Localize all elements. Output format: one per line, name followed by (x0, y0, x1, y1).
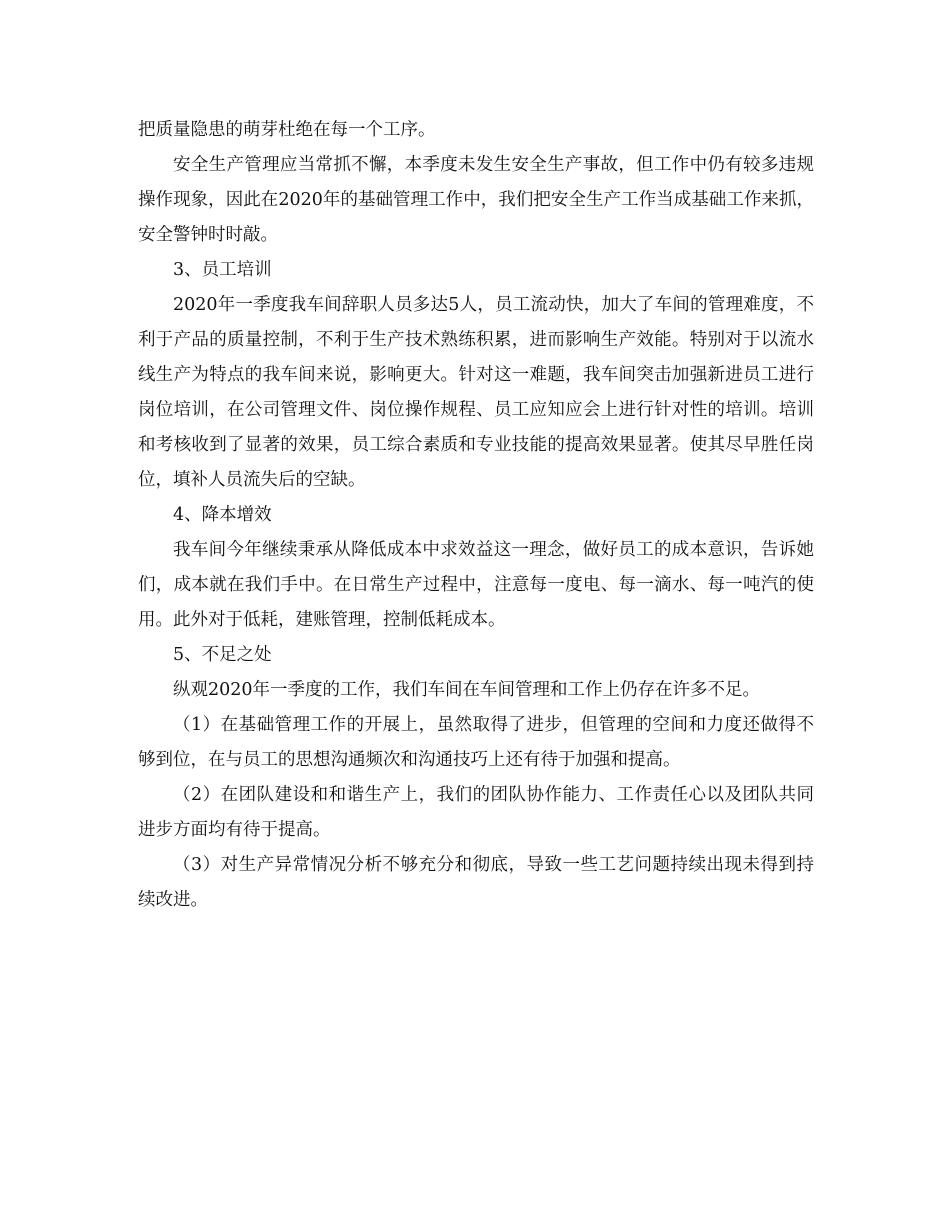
document-body (138, 113, 814, 918)
paragraph-safety: 安全生产管理应当常抓不懈，本季度未发生安全生产事故，但工作中仍有较多违规操作现象，因此在2020年的基础管理工作中，我们把安全生产工作当成基础工作来抓，安全警钟时时敲。 (138, 155, 814, 245)
list-item-shortcoming-2: （2）在团队建设和和谐生产上，我们的团队协作能力、工作责任心以及团队共同进步方面均有待于提高。 (138, 785, 814, 840)
section-heading-training: 3、员工培训 (173, 260, 272, 280)
section-heading-shortcomings: 5、不足之处 (173, 645, 272, 665)
list-item-shortcoming-1: （1）在基础管理工作的开展上，虽然取得了进步，但管理的空间和力度还做得不够到位，在与员工的思想沟通频次和沟通技巧上还有待于加强和提高。 (138, 715, 814, 770)
paragraph-cost-reduction: 我车间今年继续秉承从降低成本中求效益这一理念，做好员工的成本意识，告诉她们，成本就在我们手中。在日常生产过程中，注意每一度电、每一滴水、每一吨汽的使用。此外对于低耗，建账管理，控制低耗成本。 (138, 540, 814, 630)
section-heading-cost-reduction: 4、降本增效 (173, 505, 272, 525)
list-item-shortcoming-3: （3）对生产异常情况分析不够充分和彻底，导致一些工艺问题持续出现未得到持续改进。 (138, 855, 814, 910)
paragraph-quality-continued: 把质量隐患的萌芽杜绝在每一个工序。 (138, 120, 436, 140)
paragraph-training: 2020年一季度我车间辞职人员多达5人，员工流动快，加大了车间的管理难度，不利于产品的质量控制，不利于生产技术熟练积累，进而影响生产效能。特别对于以流水线生产为特点的我车间来说，影响更大。针对这一难题，我车间突击加强新进员工进行岗位培训，在公司管理文件、岗位操作规程、员工应知应会上进行针对性的培训。培训和考核收到了显著的效果，员工综合素质和专业技能的提高效果显著。使其尽早胜任岗位，填补人员流失后的空缺。 (138, 295, 814, 490)
paragraph-shortcomings-intro: 纵观2020年一季度的工作，我们车间在车间管理和工作上仍存在许多不足。 (173, 680, 761, 700)
